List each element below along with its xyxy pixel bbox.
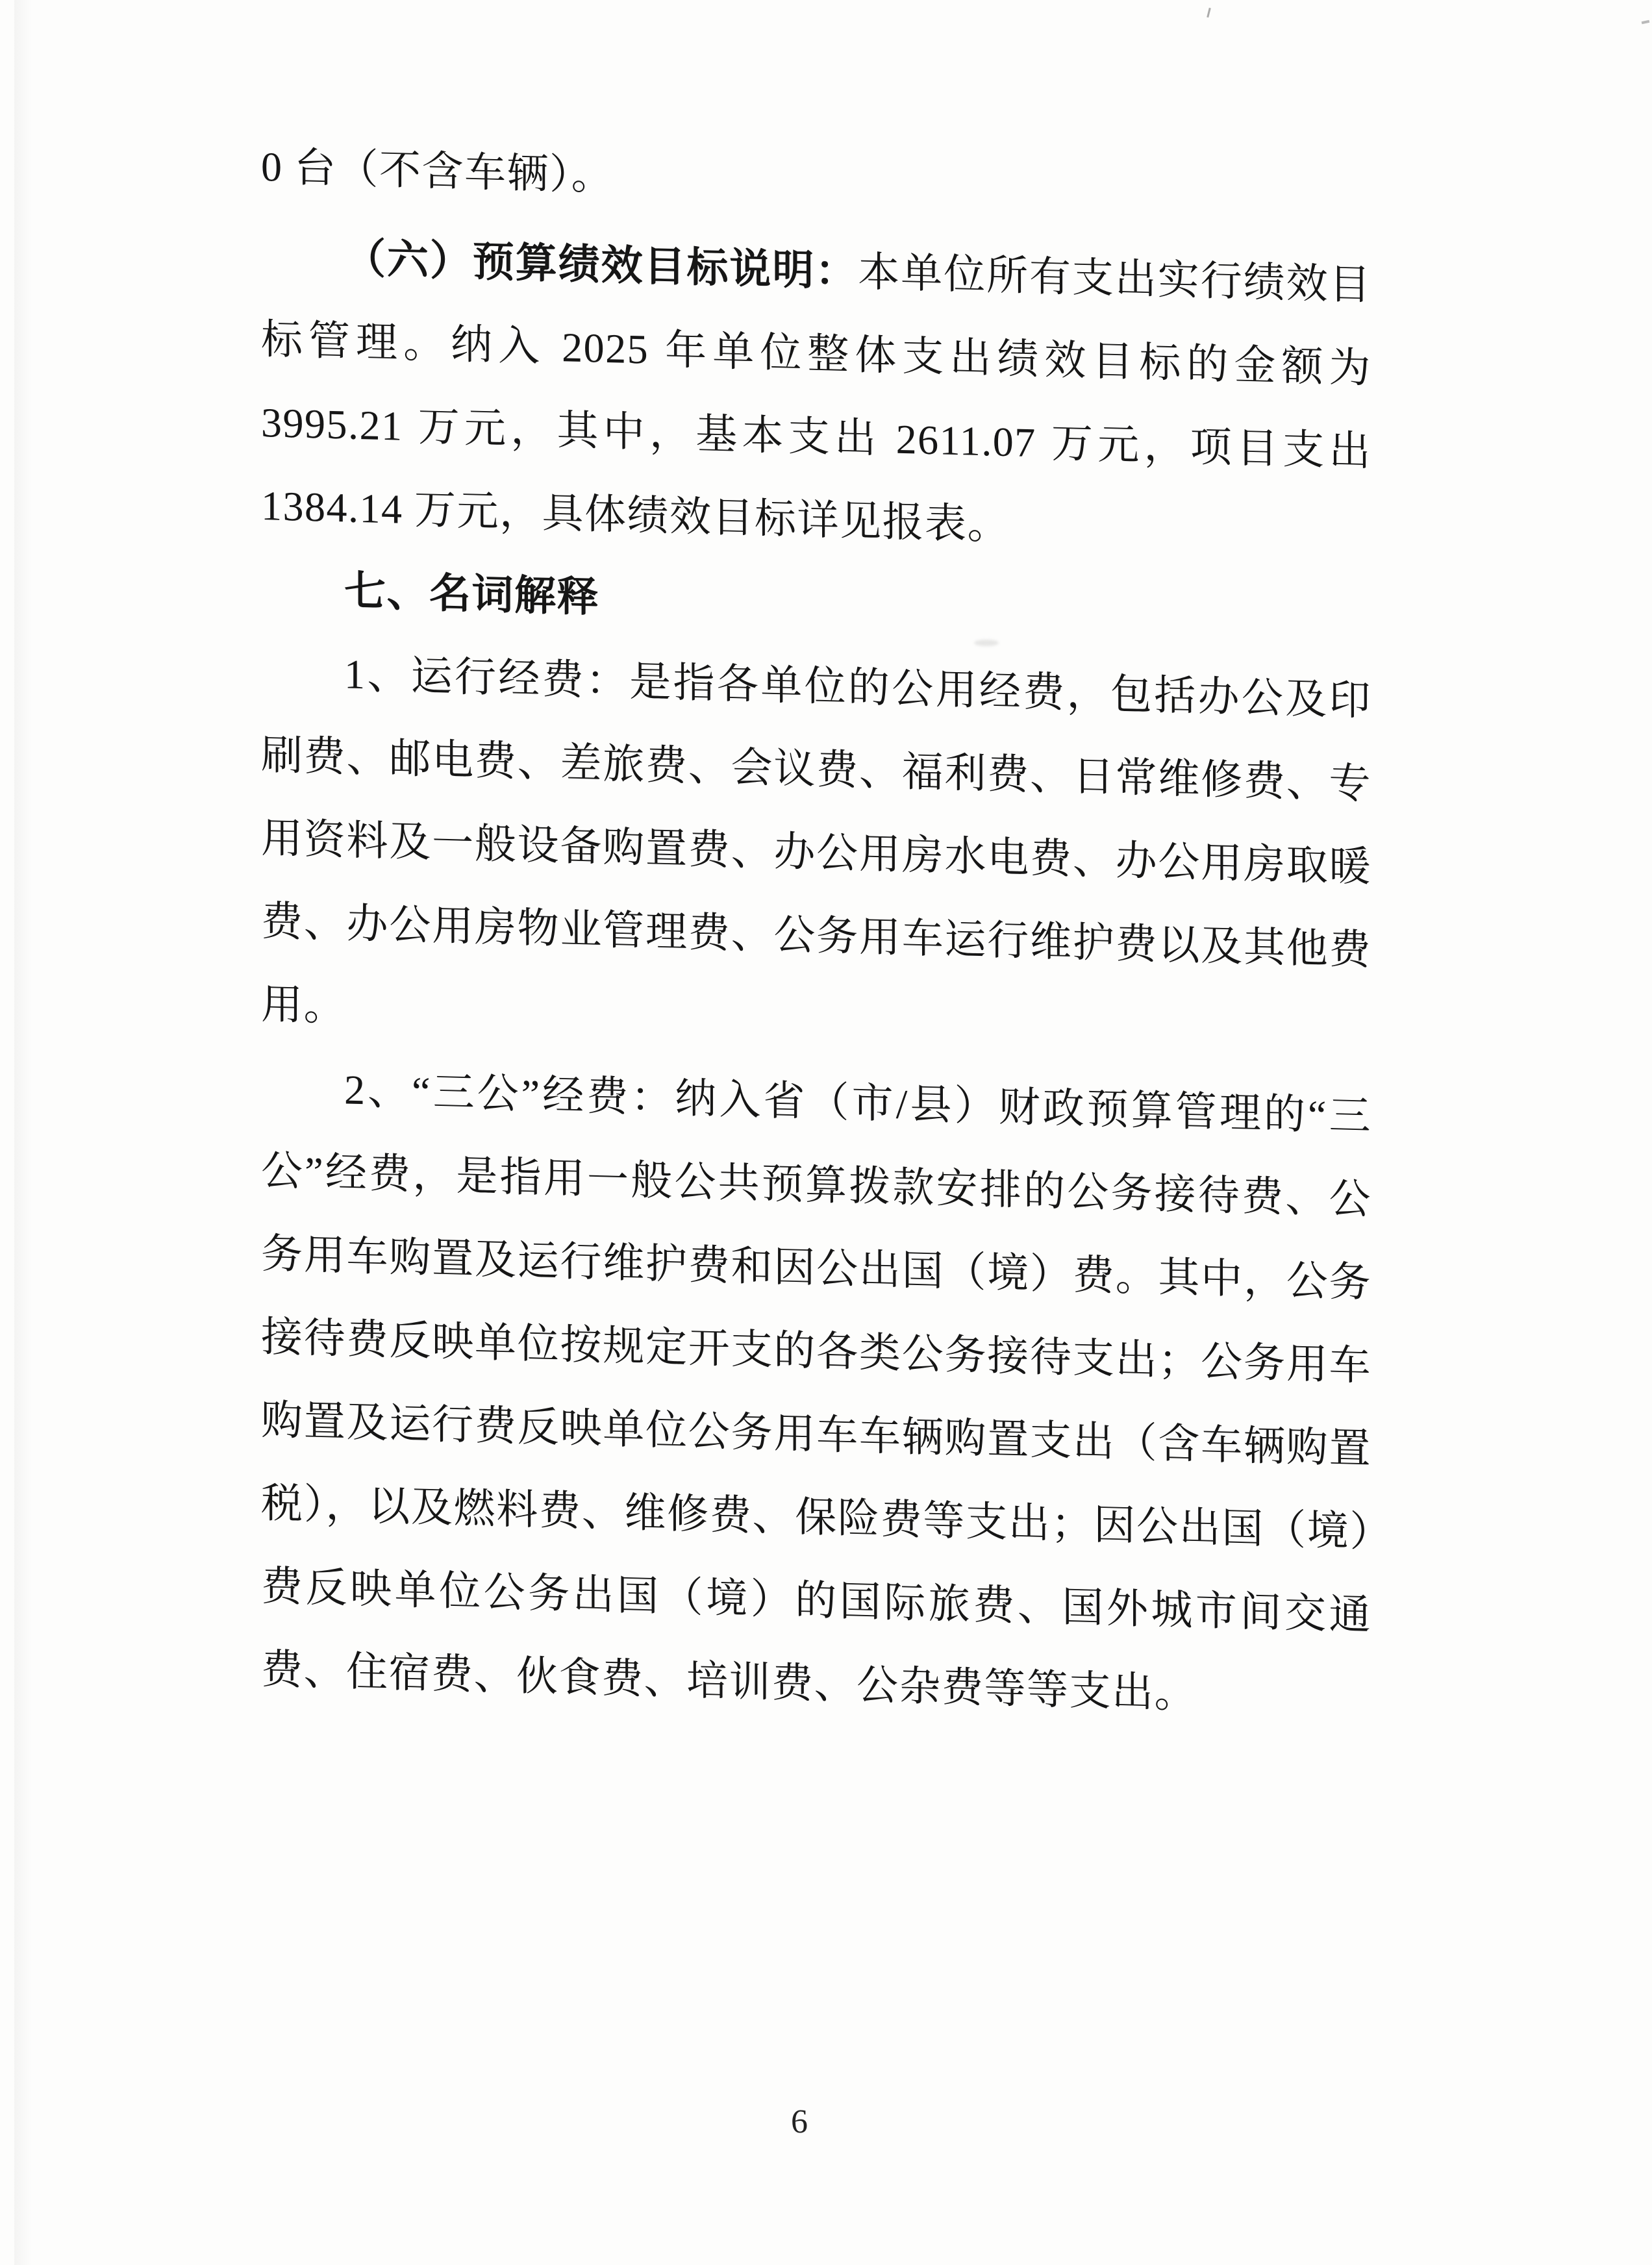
scan-speck-top xyxy=(1207,8,1211,18)
page-number: 6 xyxy=(791,2103,808,2140)
section-heading-glossary: 七、名词解释 xyxy=(344,568,599,621)
scan-speck-corner xyxy=(1642,20,1650,24)
paragraph-operating-expenses: 1、运行经费：是指各单位的公用经费，包括办公及印刷费、邮电费、差旅费、会议费、福利费、日常维修费、专用资料及一般设备购置费、办公用房水电费、办公用房取暖费、办公用房物业管理费、公务用车运行维护费以及其他费用。 xyxy=(261,651,1371,1030)
paragraph-budget-performance-goals xyxy=(261,215,1371,577)
paragraph-three-public-expenses: 2、“三公”经费：纳入省（市/县）财政预算管理的“三公”经费，是指用一般公共预算拨款安排的公务接待费、公务用车购置及运行维护费和因公出国（境）费。其中，公务接待费反映单位按规定开支的各类公务接待支出；公务用车购置及运行费反映单位公务用车车辆购置支出（含车辆购置税），以及燃料费、维修费、保险费等支出；因公出国（境）费反映单位公务出国（境）的国际旅费、国外城市间交通费、住宿费、伙食费、培训费、公杂费等等支出。 xyxy=(261,1066,1371,1717)
paragraph-continuation: 0 台（不含车辆）。 xyxy=(261,144,614,199)
paragraph-budget-performance-lead: （六）预算绩效目标说明： xyxy=(344,235,858,295)
document-text-block xyxy=(261,125,1371,1740)
paragraph-budget-performance-body: 本单位所有支出实行绩效目标管理。纳入 2025 年单位整体支出绩效目标的金额为 3995.21 万元，其中，基本支出 2611.07 万元，项目支出 1384.14 万元，具体绩效目标详见报表。 xyxy=(261,249,1372,549)
scan-edge-shadow xyxy=(14,0,31,2265)
